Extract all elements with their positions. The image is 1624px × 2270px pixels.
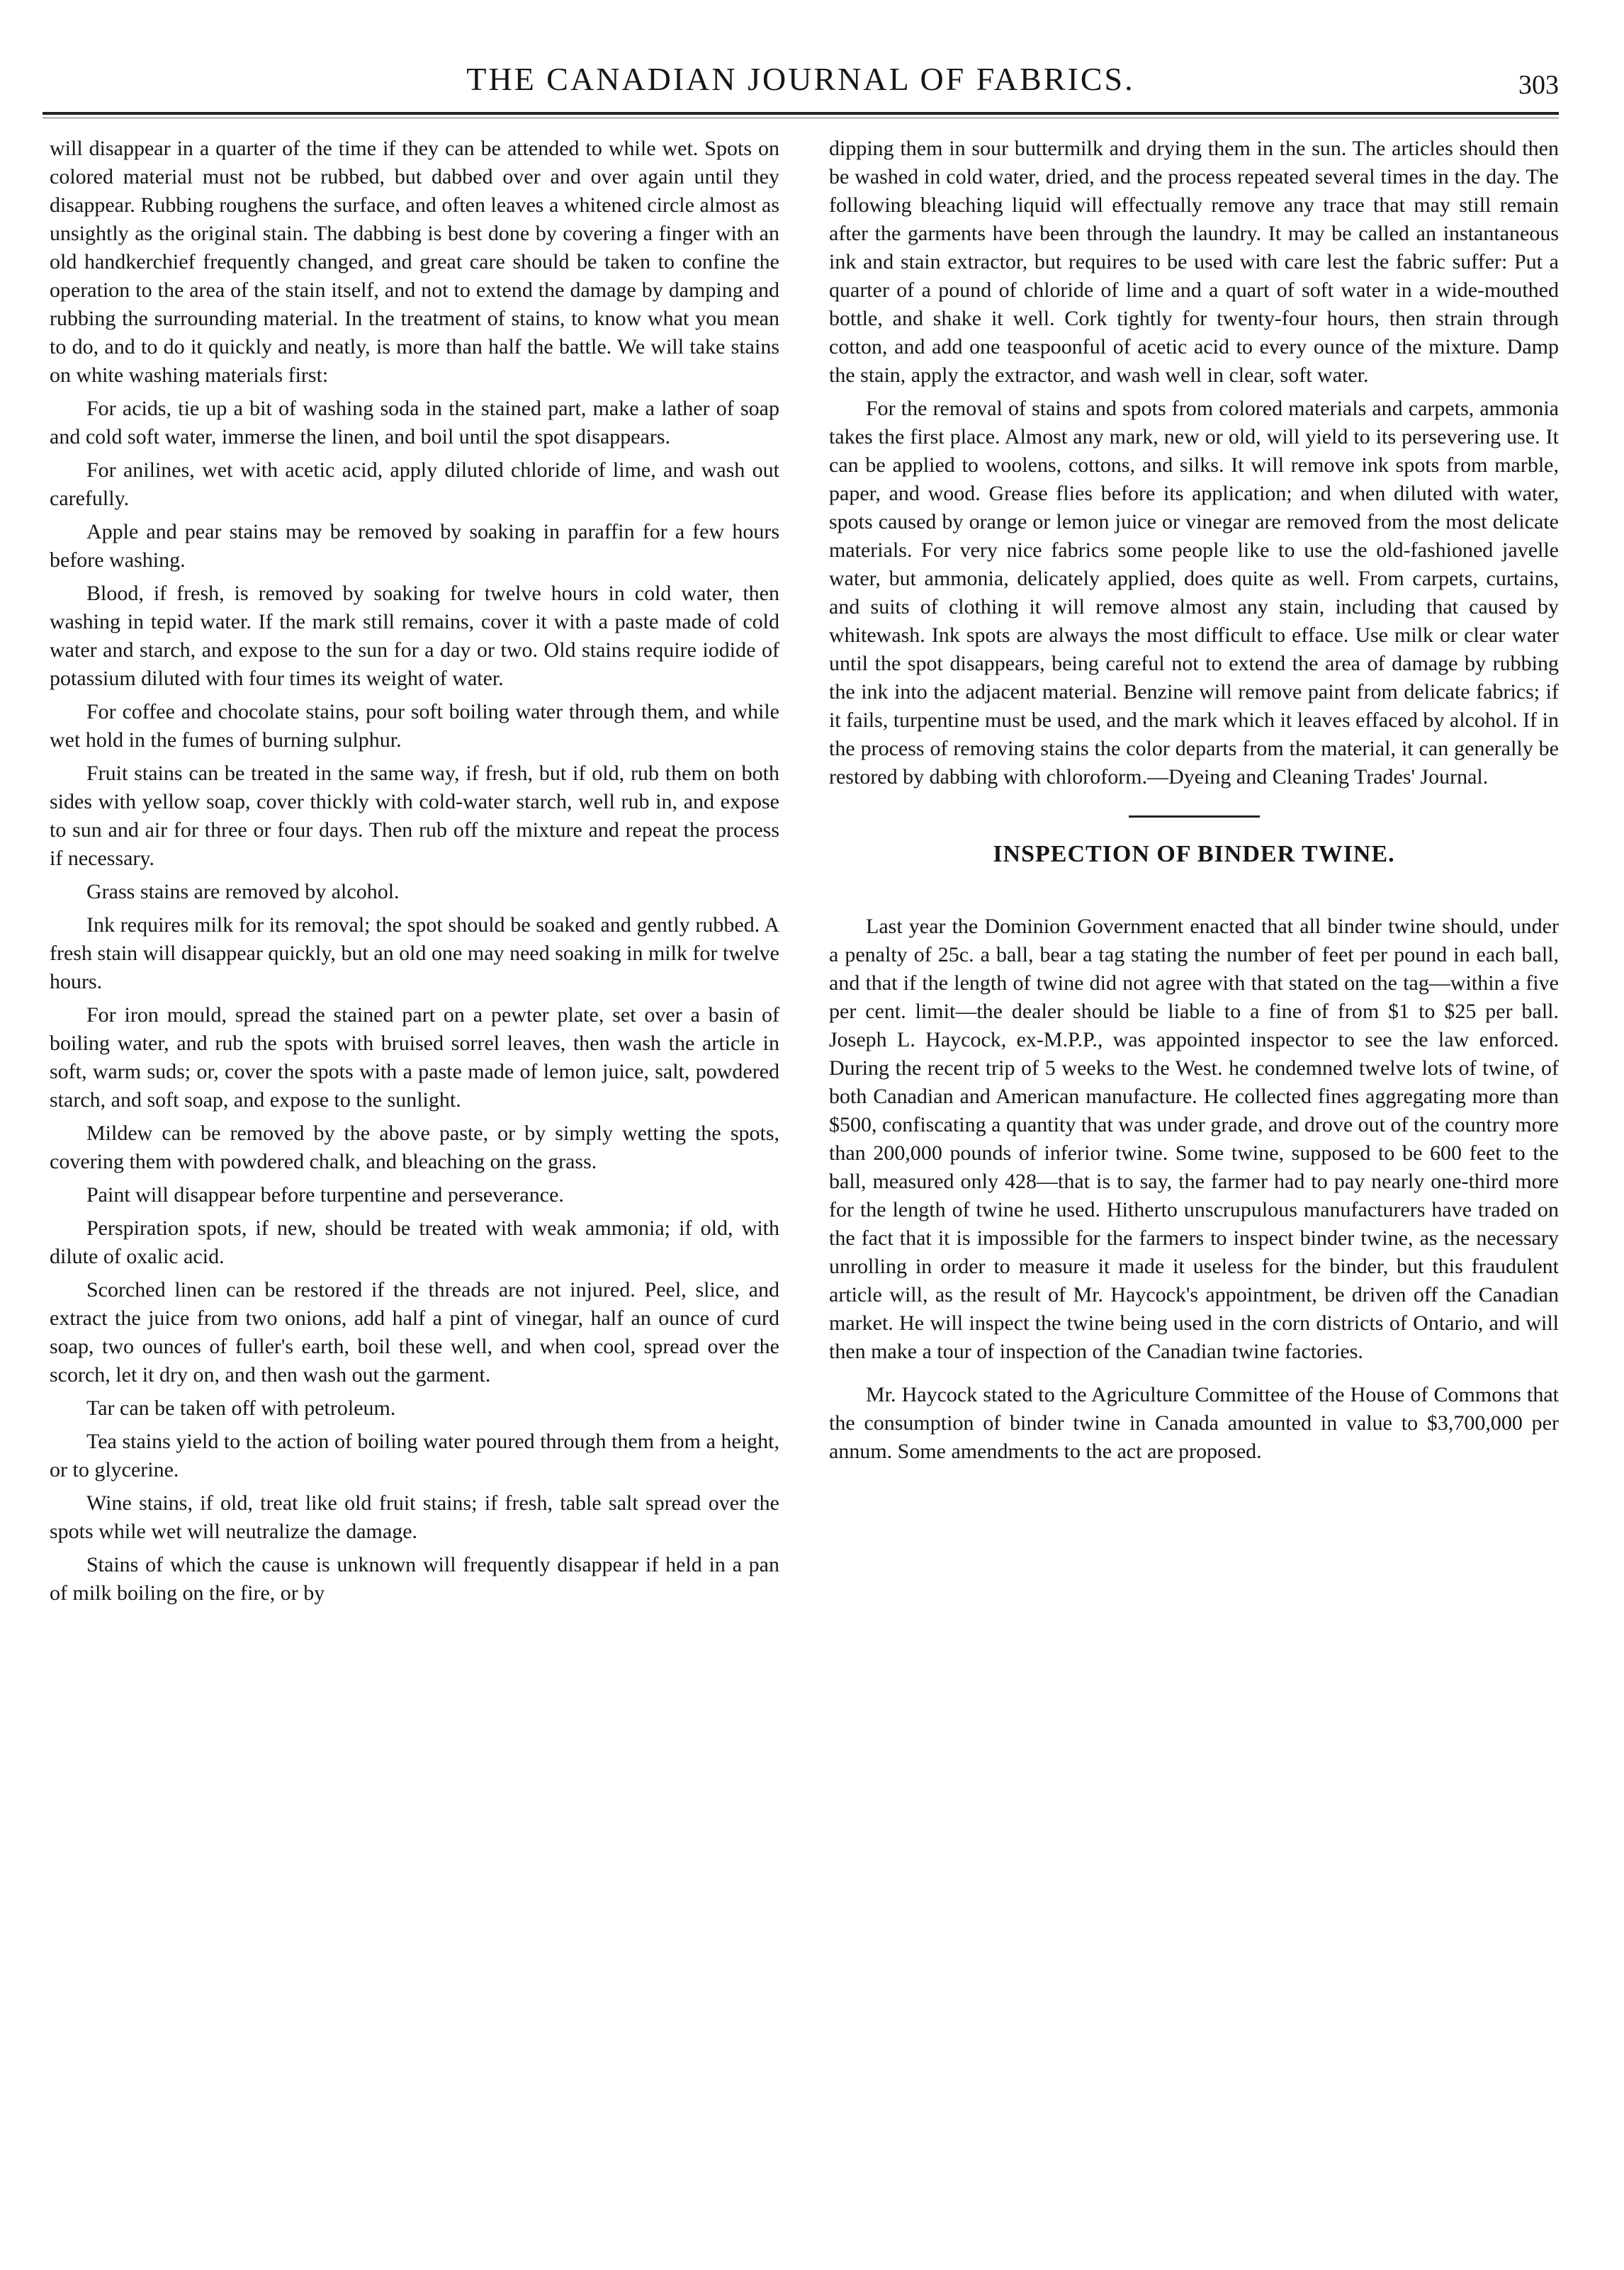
paragraph: Mildew can be removed by the above paste, or by simply wetting the spots, covering them with powdered chalk, and bleaching on the grass. (50, 1122, 779, 1173)
paragraph: Wine stains, if old, treat like old fruit stains; if fresh, table salt spread over the spots while wet will neutralize the damage. (50, 1491, 779, 1543)
paragraph: Paint will disappear before turpentine and perseverance. (86, 1183, 564, 1207)
paragraph: For anilines, wet with acetic acid, apply diluted chloride of lime, and wash out carefully. (50, 458, 779, 510)
paragraph: Tea stains yield to the action of boiling water poured through them from a height, or to glycerine. (50, 1430, 779, 1481)
paragraph: Grass stains are removed by alcohol. (86, 880, 400, 903)
paragraph: Stains of which the cause is unknown will frequently disappear if held in a pan of milk boiling on the fire, or by (50, 1553, 779, 1605)
paragraph: Ink requires milk for its removal; the spot should be soaked and gently rubbed. A fresh stain will disappear quickly, but an old one may need soaking in milk for twelve hours. (50, 913, 779, 993)
paragraph: will disappear in a quarter of the time if they can be attended to while wet. Spots on colored material must not be rubbed, but dabbed over and over again until they disappear. Rubbing roughens the surface, and often leaves a whitened circle almost as unsightly as the original stain. The dabbing is best done by covering a finger with an old handkerchief frequently changed, and great care should be taken to confine the operation to the area of the stain itself, and not to extend the damage by damping and rubbing the surrounding material. In the treatment of stains, to know what you mean to do, and to do it quickly and neatly, is more than half the battle. We will take stains on white washing materials first: (50, 137, 779, 387)
paragraph: Mr. Haycock stated to the Agriculture Committee of the House of Commons that the consumption of binder twine in Canada amounted in value to $3,700,000 per annum. Some amendments to the act are proposed. (829, 1383, 1559, 1463)
paragraph: Fruit stains can be treated in the same way, if fresh, but if old, rub them on both sides with yellow soap, cover thickly with cold-water starch, well rub in, and expose to sun and air for three or four days. Then rub off the mixture and repeat the process if necessary. (50, 762, 779, 870)
section-heading: INSPECTION OF BINDER TWINE. (993, 841, 1395, 867)
left-column (50, 135, 779, 1613)
section-divider (1129, 815, 1260, 818)
paragraph: For the removal of stains and spots from colored materials and carpets, ammonia takes the first place. Almost any mark, new or old, will yield to its persevering use. It can be applied to woolens, cottons, and silks. It will remove ink spots from marble, paper, and wood. Grease flies before its application; and when diluted with water, spots caused by orange or lemon juice or vinegar are removed from the most delicate materials. For very nice fabrics some people like to use the old-fashioned javelle water, but ammonia, delicately applied, does quite as well. From carpets, curtains, and suits of clothing it will remove almost any stain, including that caused by whitewash. Ink spots are always the most difficult to efface. Use milk or clear water until the spot disappears, being careful not to extend the area of damage by rubbing the ink into the adjacent material. Benzine will remove paint from delicate fabrics; if it fails, turpentine must be used, and the mark which it leaves effaced by alcohol. If in the process of removing stains the color departs from the material, it can generally be restored by dabbing with chloroform.—Dyeing and Cleaning Trades' Journal. (829, 397, 1559, 789)
header-rule (43, 112, 1559, 115)
paragraph-gap (829, 1371, 1559, 1381)
paragraph: Perspiration spots, if new, should be treated with weak ammonia; if old, with dilute of oxalic acid. (50, 1216, 779, 1268)
right-column (829, 135, 1559, 1471)
paragraph: Blood, if fresh, is removed by soaking for twelve hours in cold water, then washing in tepid water. If the mark still remains, cover it with a paste made of cold water and starch, and expose to the sun for a day or two. Old stains require iodide of potassium diluted with four times its weight of water. (50, 582, 779, 690)
paragraph: For acids, tie up a bit of washing soda in the stained part, make a lather of soap and cold soft water, immerse the linen, and boil until the spot disappears. (50, 397, 779, 448)
paragraph: dipping them in sour buttermilk and drying them in the sun. The articles should then be washed in cold water, dried, and the process repeated several times in the day. The following bleaching liquid will effectually remove any trace that may still remain after the garments have been through the laundry. It may be called an instantaneous ink and stain extractor, but requires to be used with care lest the fabric suffer: Put a quarter of a pound of chloride of lime and a quart of soft water in a wide-mouthed bottle, and shake it well. Cork tightly for twenty-four hours, then strain through cotton, and add one teaspoonful of acetic acid to every ounce of the mixture. Damp the stain, apply the extractor, and wash well in clear, soft water. (829, 137, 1559, 387)
paragraph: For coffee and chocolate stains, pour soft boiling water through them, and while wet hold in the fumes of burning sulphur. (50, 700, 779, 752)
page-number: 303 (1518, 70, 1559, 100)
journal-title: THE CANADIAN JOURNAL OF FABRICS. (466, 61, 1135, 97)
paragraph: Last year the Dominion Government enacted that all binder twine should, under a penalty of 25c. a ball, bear a tag stating the number of feet per pound in each ball, and that if the length of twine did not agree with that stated on the tag—within a five per cent. limit—the dealer should be liable to a fine of from $1 to $25 per ball. Joseph L. Haycock, ex-M.P.P., was appointed inspector to see the law enforced. During the recent trip of 5 weeks to the West. he condemned twelve lots of twine, of both Canadian and American manufacture. He collected fines aggregating more than $500, confiscating a quantity that was under grade, and drove out of the country more than 200,000 pounds of inferior twine. Some twine, supposed to be 600 feet to the ball, measured only 428—that is to say, the farmer had to pay nearly one-third more for the length of twine he used. Hitherto unscrupulous manufacturers have traded on the fact that it is impossible for the farmers to inspect binder twine, as the necessary unrolling in order to measure it made it useless for the binder, but this fraudulent article will, as the result of Mr. Haycock's appointment, be driven off the Canadian market. He will inspect the twine being used in the corn districts of Ontario, and will then make a tour of inspection of the Canadian twine factories. (829, 915, 1559, 1363)
paragraph: Apple and pear stains may be removed by soaking in paraffin for a few hours before washing. (50, 520, 779, 572)
paragraph: For iron mould, spread the stained part on a pewter plate, set over a basin of boiling water, and rub the spots with bruised sorrel leaves, then wash the article in soft, warm suds; or, cover the spots with a paste made of lemon juice, salt, powdered starch, and soft soap, and expose to the sunlight. (50, 1003, 779, 1112)
paragraph: Scorched linen can be restored if the threads are not injured. Peel, slice, and extract the juice from two onions, add half a pint of vinegar, half an ounce of curd soap, two ounces of fuller's earth, boil these well, and when cool, spread over the scorch, let it dry on, and then wash out the garment. (50, 1278, 779, 1387)
paragraph: Tar can be taken off with petroleum. (86, 1396, 396, 1420)
running-head (43, 58, 1559, 122)
